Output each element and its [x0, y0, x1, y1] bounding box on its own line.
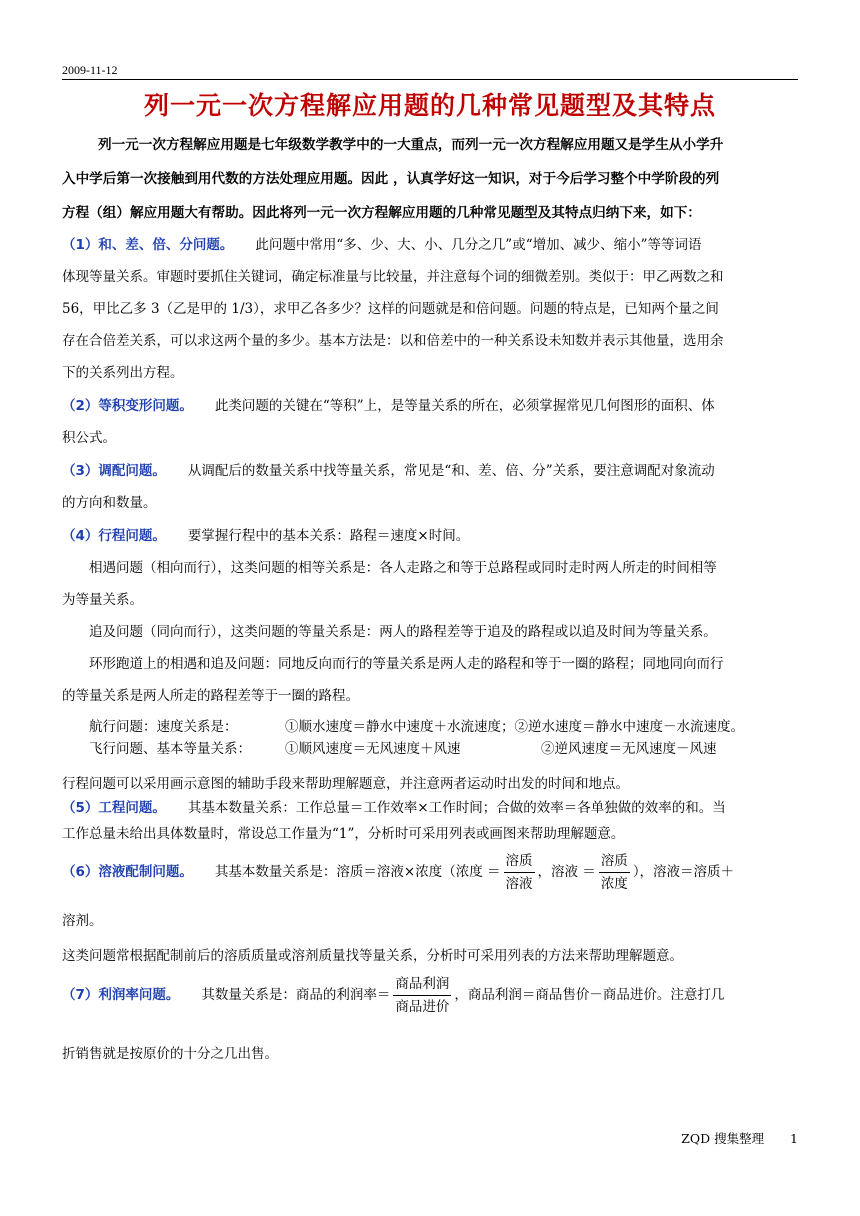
- section-text: 体现等量关系。审题时要抓住关键词，确定标准量与比较量，并注意每个词的细微差别。类似于：甲乙两数之和: [62, 269, 724, 285]
- section-text: 环形跑道上的相遇和追及问题：同地反向而行的等量关系是两人走的路程和等于一圈的路程；同地同向而行: [89, 656, 724, 672]
- formula-text: 浓度 ＝: [455, 864, 501, 880]
- section-profit-cont: [62, 1038, 800, 1070]
- fraction-denominator: 浓度: [600, 876, 628, 892]
- section-text: ，商品利润＝商品售价－商品进价。注意打几: [454, 987, 725, 1003]
- travel-formulas: [62, 716, 800, 760]
- intro-line: 入中学后第一次接触到用代数的方法处理应用题。因此 ，认真学好这一知识，对于今后学习整个中学阶段的列: [62, 171, 720, 187]
- page-footer: [681, 1129, 798, 1147]
- section-text: 存在合倍差关系，可以求这两个量的多少。基本方法是：以和倍差中的一种关系设未知数并表示其他量，选用余: [62, 333, 724, 349]
- section-text: 的方向和数量。: [62, 495, 157, 511]
- section-text: 溶剂。: [62, 913, 103, 929]
- separator: ，: [537, 864, 552, 880]
- section-heading: （5）工程问题。: [62, 800, 166, 816]
- section-text: 56，甲比乙多 3（乙是甲的 1/3），求甲乙各多少？这样的问题就是和倍问题。问题的特点是，已知两个量之间: [62, 301, 719, 317]
- section-heading: （4）行程问题。: [62, 528, 166, 544]
- section-equal-volume: [62, 390, 800, 454]
- section-solution-cont: [62, 905, 800, 937]
- fraction-numerator: 溶质: [504, 850, 535, 873]
- section-heading: （3）调配问题。: [62, 463, 166, 479]
- section-text: 其基本数量关系：工作总量＝工作效率×工作时间；合做的效率＝各单独做的效率的和。当: [187, 800, 726, 816]
- fraction: [393, 973, 451, 1018]
- formula-text: ②逆风速度＝无风速度－风速: [541, 741, 717, 757]
- section-text: 追及问题（同向而行），这类问题的等量关系是：两人的路程差等于追及的路程或以追及时间为等量关系。: [89, 624, 717, 640]
- section-heading: （2）等积变形问题。: [62, 398, 193, 414]
- section-text: 相遇问题（相向而行），这类问题的相等关系是：各人走路之和等于总路程或同时走时两人所走的时间相等: [89, 560, 717, 576]
- section-profit: [62, 973, 800, 1018]
- fraction-numerator: 商品利润: [393, 973, 451, 996]
- formula-label: 飞行问题、基本等量关系：: [89, 741, 251, 757]
- section-engineering: [62, 795, 800, 847]
- section-text: 的等量关系是两人所走的路程差等于一圈的路程。: [62, 688, 359, 704]
- section-text: 其基本数量关系是：溶质＝溶液×浓度（: [214, 864, 456, 880]
- formula-text: ①顺水速度＝静水中速度＋水流速度；②逆水速度＝静水中速度－水流速度。: [285, 719, 744, 735]
- section-text: 工作总量未给出具体数量时，常设总工作量为“1”，分析时可采用列表或画图来帮助理解题意。: [62, 826, 625, 842]
- section-text: 折销售就是按原价的十分之几出售。: [62, 1046, 278, 1062]
- intro-line: 方程（组）解应用题大有帮助。因此将列一元一次方程解应用题的几种常见题型及其特点归纳下来，如下：: [62, 205, 701, 221]
- section-text: 下的关系列出方程。: [62, 365, 184, 381]
- page-number: 1: [790, 1131, 798, 1146]
- intro-text: 列一元一次方程解应用题是七年级数学教学中的一大重点，而列一元一次方程解应用题又是学生从小学升: [98, 137, 724, 153]
- formula-text: 溶液 ＝: [551, 864, 596, 880]
- section-text: 此类问题的关键在“等积”上，是等量关系的所在，必须掌握常见几何图形的面积、体: [214, 398, 715, 414]
- section-text: 从调配后的数量关系中找等量关系，常见是“和、差、倍、分”关系，要注意调配对象流动: [187, 463, 715, 479]
- section-heading: （6）溶液配制问题。: [62, 864, 193, 880]
- fraction-numerator: 溶质: [599, 850, 630, 873]
- section-text: 积公式。: [62, 430, 116, 446]
- section-text: 其数量关系是：商品的利润率＝: [201, 987, 391, 1003]
- formula-label: 航行问题：速度关系是：: [89, 719, 238, 735]
- fraction-denominator: 商品进价: [395, 999, 450, 1015]
- fraction: [599, 850, 630, 895]
- footer-text: ZQD 搜集整理: [681, 1131, 765, 1146]
- section-text: 为等量关系。: [62, 592, 143, 608]
- section-text: 这类问题常根据配制前后的溶质质量或溶剂质量找等量关系，分析时可采用列表的方法来帮助理解题意。: [62, 948, 683, 964]
- section-heading: （1）和、差、倍、分问题。: [62, 237, 234, 253]
- formula-text: ①顺风速度＝无风速度＋风速: [285, 741, 461, 757]
- section-solution-note: [62, 940, 800, 972]
- intro-paragraph: [62, 128, 800, 230]
- header-rule: [62, 79, 798, 80]
- section-text: 此问题中常用“多、少、大、小、几分之几”或“增加、减少、缩小”等等词语: [255, 237, 702, 253]
- section-travel: [62, 520, 800, 712]
- section-text: 行程问题可以采用画示意图的辅助手段来帮助理解题意，并注意两者运动时出发的时间和地点。: [62, 776, 629, 792]
- section-solution: [62, 850, 800, 895]
- intro-line: [62, 128, 800, 162]
- fraction: [504, 850, 535, 895]
- section-allocation: [62, 455, 800, 519]
- section-text: 要掌握行程中的基本关系：路程＝速度×时间。: [187, 528, 470, 544]
- section-sum-difference: [62, 229, 800, 389]
- section-heading: （7）利润率问题。: [62, 987, 180, 1003]
- fraction-denominator: 溶液: [505, 876, 533, 892]
- page-title: 列一元一次方程解应用题的几种常见题型及其特点: [143, 91, 716, 120]
- header-date: 2009-11-12: [62, 63, 118, 77]
- section-text: ），溶液＝溶质＋: [632, 864, 735, 880]
- travel-note: [62, 771, 800, 797]
